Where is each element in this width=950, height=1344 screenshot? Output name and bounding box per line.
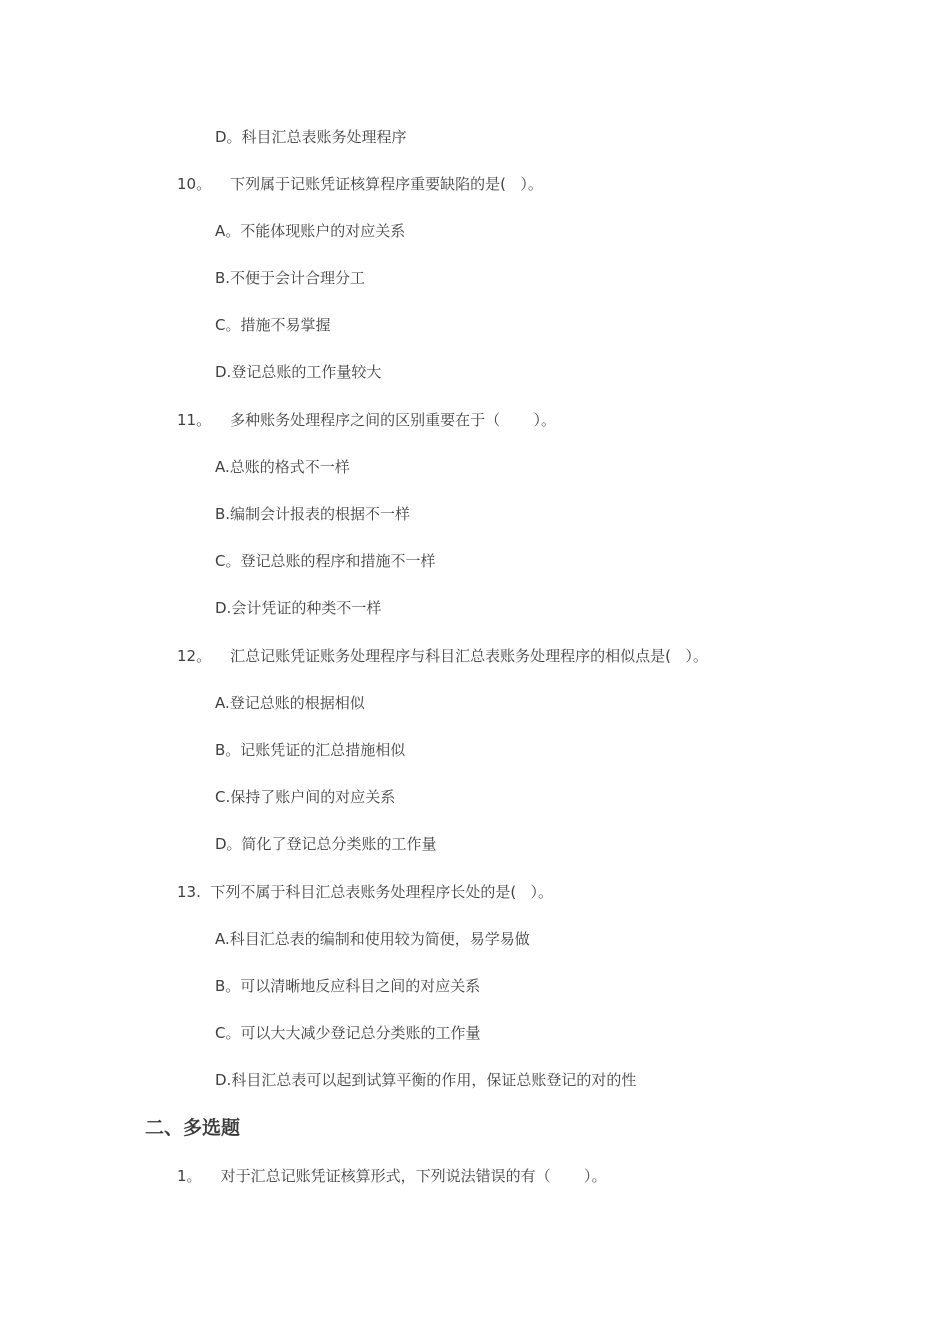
option-line: A.科目汇总表的编制和使用较为简便，易学易做 <box>215 930 530 948</box>
option-line: C。可以大大减少登记总分类账的工作量 <box>215 1024 481 1042</box>
option-line: C。措施不易掌握 <box>215 316 331 334</box>
option-line: D。科目汇总表账务处理程序 <box>215 128 407 146</box>
question-line: 13. 下列不属于科目汇总表账务处理程序长处的是( ）。 <box>177 883 554 901</box>
option-line: A.总账的格式不一样 <box>215 458 350 476</box>
question-line: 12。 汇总记账凭证账务处理程序与科目汇总表账务处理程序的相似点是( ）。 <box>177 647 708 665</box>
option-line: B。可以清晰地反应科目之间的对应关系 <box>215 977 481 995</box>
option-line: B.编制会计报表的根据不一样 <box>215 505 411 523</box>
option-line: C。登记总账的程序和措施不一样 <box>215 552 436 570</box>
option-line: B.不便于会计合理分工 <box>215 269 366 287</box>
option-line: B。记账凭证的汇总措施相似 <box>215 741 406 759</box>
option-line: D.登记总账的工作量较大 <box>215 363 382 381</box>
question-line: 11。 多种账务处理程序之间的区别重要在于（ ）。 <box>177 411 557 429</box>
option-line: A.登记总账的根据相似 <box>215 694 365 712</box>
section-heading: 二、多选题 <box>145 1117 241 1139</box>
option-line: D.科目汇总表可以起到试算平衡的作用，保证总账登记的对的性 <box>215 1071 637 1089</box>
option-line: C.保持了账户间的对应关系 <box>215 788 396 806</box>
option-line: D.会计凭证的种类不一样 <box>215 599 382 617</box>
option-line: D。简化了登记总分类账的工作量 <box>215 835 437 853</box>
question-line: 1。 对于汇总记账凭证核算形式，下列说法错误的有（ ）。 <box>177 1167 607 1185</box>
question-line: 10。 下列属于记账凭证核算程序重要缺陷的是( ）。 <box>177 175 543 193</box>
option-line: A。不能体现账户的对应关系 <box>215 222 406 240</box>
